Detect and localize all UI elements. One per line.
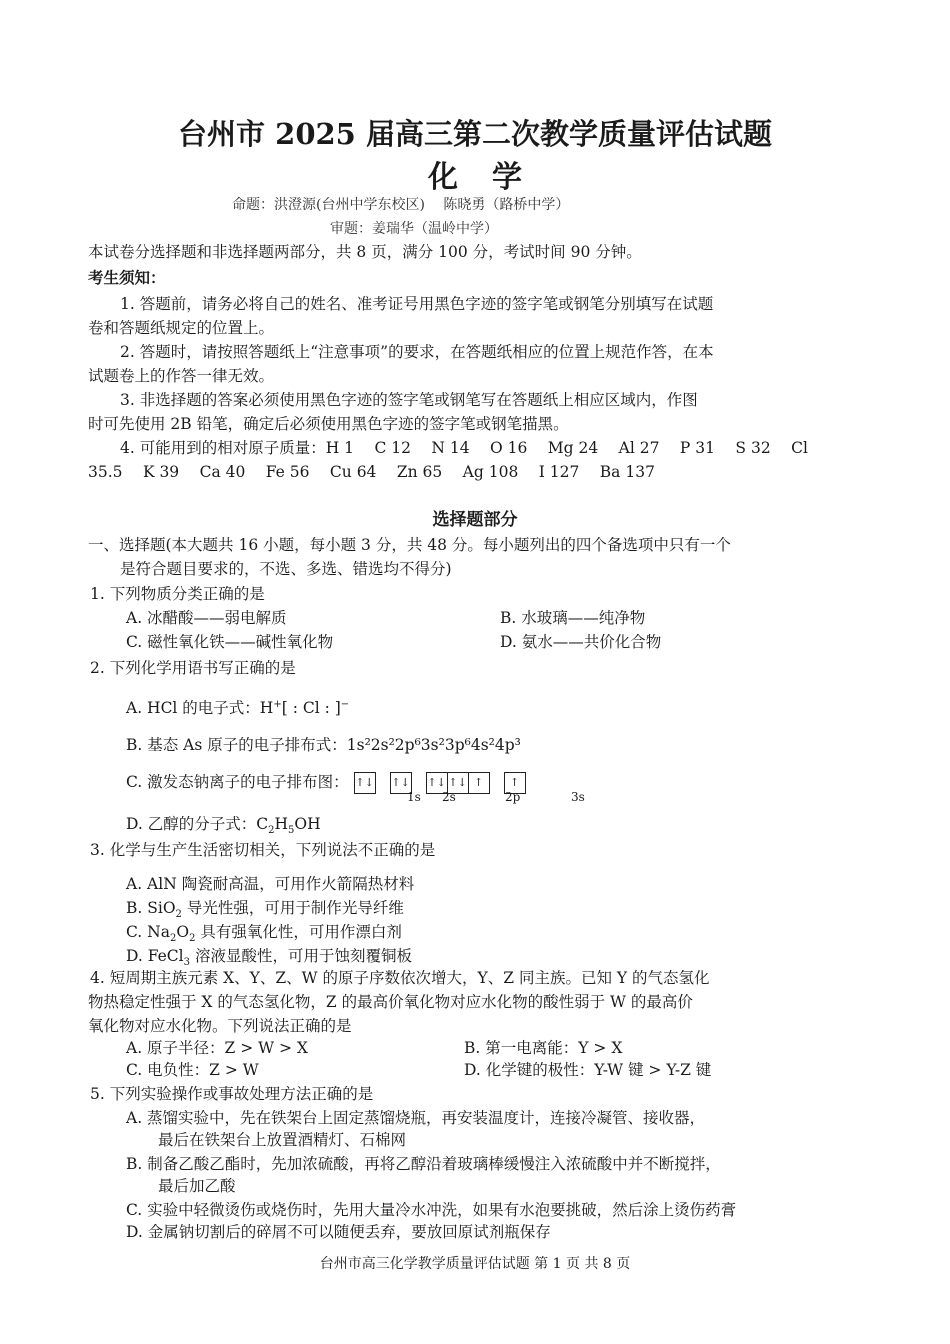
- q3-d-text: 溶液显酸性，可用于蚀刻覆铜板: [190, 947, 412, 965]
- section-instruction: 是符合题目要求的，不选、多选、错选均不得分): [120, 560, 452, 578]
- orbital-label-2s: 2s: [442, 790, 456, 804]
- formula-part: O: [176, 923, 190, 941]
- question-3-stem: 3. 化学与生产生活密切相关，下列说法不正确的是: [90, 841, 436, 859]
- q1-option-c: C. 磁性氧化铁——碱性氧化物: [126, 633, 334, 651]
- question-5-stem: 5. 下列实验操作或事故处理方法正确的是: [90, 1085, 374, 1103]
- q3-c-text: 具有强氧化性，可用作漂白剂: [195, 923, 402, 941]
- reviewer-line: 审题：姜瑞华（温岭中学）: [330, 221, 498, 237]
- notice-line: 1. 答题前，请务必将自己的姓名、准考证号用黑色字迹的签字笔或钢笔分别填写在试题: [120, 295, 714, 313]
- orbital-label-3s: 3s: [571, 790, 585, 804]
- q2-option-d: [126, 812, 321, 836]
- exam-intro: 本试卷分选择题和非选择题两部分，共 8 页，满分 100 分，考试时间 90 分钟。: [88, 243, 642, 261]
- formula-part: OH: [294, 815, 321, 833]
- charge-minus: −: [340, 698, 350, 710]
- q5-option-d: D. 金属钠切割后的碎屑不可以随便丢弃，要放回原试剂瓶保存: [126, 1223, 551, 1241]
- notice-line: 35.5 K 39 Ca 40 Fe 56 Cu 64 Zn 65 Ag 108 I 127 Ba 137: [88, 463, 655, 481]
- exam-title: 台州市 2025 届高三第二次教学质量评估试题: [178, 117, 772, 151]
- notice-heading: 考生须知：: [88, 268, 166, 287]
- notice-line: 试题卷上的作答一律无效。: [88, 367, 275, 385]
- q5-option-a-cont: 最后在铁架台上放置酒精灯、石棉网: [158, 1131, 407, 1149]
- notice-line: 卷和答题纸规定的位置上。: [88, 319, 275, 337]
- orbital-box: ↑↓: [426, 772, 448, 794]
- subscript: 5: [288, 825, 295, 837]
- q5-option-a: A. 蒸馏实验中，先在铁架台上固定蒸馏烧瓶，再安装温度计，连接冷凝管、接收器，: [126, 1109, 706, 1127]
- question-4-stem: 4. 短周期主族元素 X、Y、Z、W 的原子序数依次增大，Y、Z 同主族。已知 Y 的气态氢化: [90, 969, 710, 987]
- subscript: 3: [183, 957, 191, 969]
- q2-c-text: C. 激发态钠离子的电子排布图：: [126, 773, 349, 791]
- question-4-stem: 物热稳定性强于 X 的气态氢化物，Z 的最高价氧化物对应水化物的酸性弱于 W 的最高价: [88, 993, 693, 1011]
- orbital-box: ↑: [504, 772, 526, 794]
- q5-option-b-cont: 最后加乙酸: [158, 1177, 236, 1195]
- formula-part: H: [274, 815, 288, 833]
- subscript: 2: [189, 933, 196, 945]
- notice-line: 3. 非选择题的答案必须使用黑色字迹的签字笔或钢笔写在答题纸上相应区域内，作图: [120, 391, 698, 409]
- q3-b-text: B. SiO: [126, 899, 176, 917]
- authors-line: 命题：洪澄源(台州中学东校区) 陈晓勇（路桥中学）: [232, 197, 570, 213]
- notice-line: 4. 可能用到的相对原子质量：H 1 C 12 N 14 O 16 Mg 24 Al 27 P 31 S 32 Cl: [120, 439, 808, 457]
- electron-config: 1s²2s²2p⁶3s²3p⁶4s²4p³: [346, 736, 521, 754]
- q5-option-c: C. 实验中轻微烫伤或烧伤时，先用大量冷水冲洗，如果有水泡要挑破，然后涂上烫伤药膏: [126, 1201, 737, 1219]
- notice-line: 2. 答题时，请按照答题纸上“注意事项”的要求，在答题纸相应的位置上规范作答，在本: [120, 343, 714, 361]
- subscript: 2: [169, 933, 177, 945]
- orbital-box: ↑: [469, 772, 490, 794]
- orbital-2p: [426, 772, 490, 794]
- q2-option-b: [126, 733, 521, 755]
- q5-option-b: B. 制备乙酸乙酯时，先加浓硫酸，再将乙醇沿着玻璃棒缓慢注入浓硫酸中并不断搅拌，: [126, 1155, 721, 1173]
- q2-a-text: A. HCl 的电子式：H: [126, 699, 274, 717]
- q3-d-text: D. FeCl: [126, 947, 184, 965]
- question-2-stem: 2. 下列化学用语书写正确的是: [90, 659, 296, 677]
- q1-option-b: B. 水玻璃——纯净物: [500, 609, 646, 627]
- orbital-box: ↑↓: [390, 772, 412, 794]
- q1-option-a: A. 冰醋酸——弱电解质: [126, 609, 287, 627]
- q4-option-c: C. 电负性：Z > W: [126, 1061, 259, 1079]
- subscript: 2: [175, 909, 182, 921]
- q2-option-c: [126, 770, 540, 794]
- section-instruction: 一、选择题(本大题共 16 小题，每小题 3 分，共 48 分。每小题列出的四个备选项中只有一个: [88, 536, 731, 554]
- q1-option-d: D. 氨水——共价化合物: [500, 633, 662, 651]
- q4-option-d: D. 化学键的极性：Y-W 键 > Y-Z 键: [464, 1061, 712, 1079]
- subscript: 2: [268, 825, 275, 837]
- q3-option-b: [126, 896, 404, 920]
- orbital-label-2p: 2p: [505, 790, 521, 804]
- page-footer: 台州市高三化学教学质量评估试题 第 1 页 共 8 页: [319, 1256, 631, 1272]
- orbital-box: ↑↓: [448, 772, 469, 794]
- subject-title: 化学: [428, 160, 556, 195]
- q3-option-d: [126, 944, 412, 968]
- charge-plus: +: [273, 698, 282, 710]
- q4-option-a: A. 原子半径：Z > W > X: [126, 1039, 308, 1057]
- q3-c-text: C. Na: [126, 923, 170, 941]
- q3-option-c: [126, 920, 402, 944]
- question-1-stem: 1. 下列物质分类正确的是: [90, 585, 265, 603]
- orbital-1s: [354, 772, 376, 794]
- orbital-box: ↑↓: [354, 772, 376, 794]
- notice-line: 时可先使用 2B 铅笔，确定后必须使用黑色字迹的签字笔或钢笔描黑。: [88, 415, 569, 433]
- question-4-stem: 氧化物对应水化物。下列说法正确的是: [88, 1017, 352, 1035]
- q2-d-text: D. 乙醇的分子式：C: [126, 815, 269, 833]
- section-title: 选择题部分: [432, 510, 518, 530]
- q3-b-text: 导光性强，可用于制作光导纤维: [181, 899, 404, 917]
- electron-formula: [ : Cl : ]: [281, 699, 341, 717]
- q2-b-text: B. 基态 As 原子的电子排布式：: [126, 736, 347, 754]
- q3-option-a: A. AlN 陶瓷耐高温，可用作火箭隔热材料: [126, 875, 415, 893]
- q2-option-a: [126, 696, 349, 718]
- orbital-label-1s: 1s: [407, 790, 421, 804]
- q4-option-b: B. 第一电离能：Y > X: [464, 1039, 623, 1057]
